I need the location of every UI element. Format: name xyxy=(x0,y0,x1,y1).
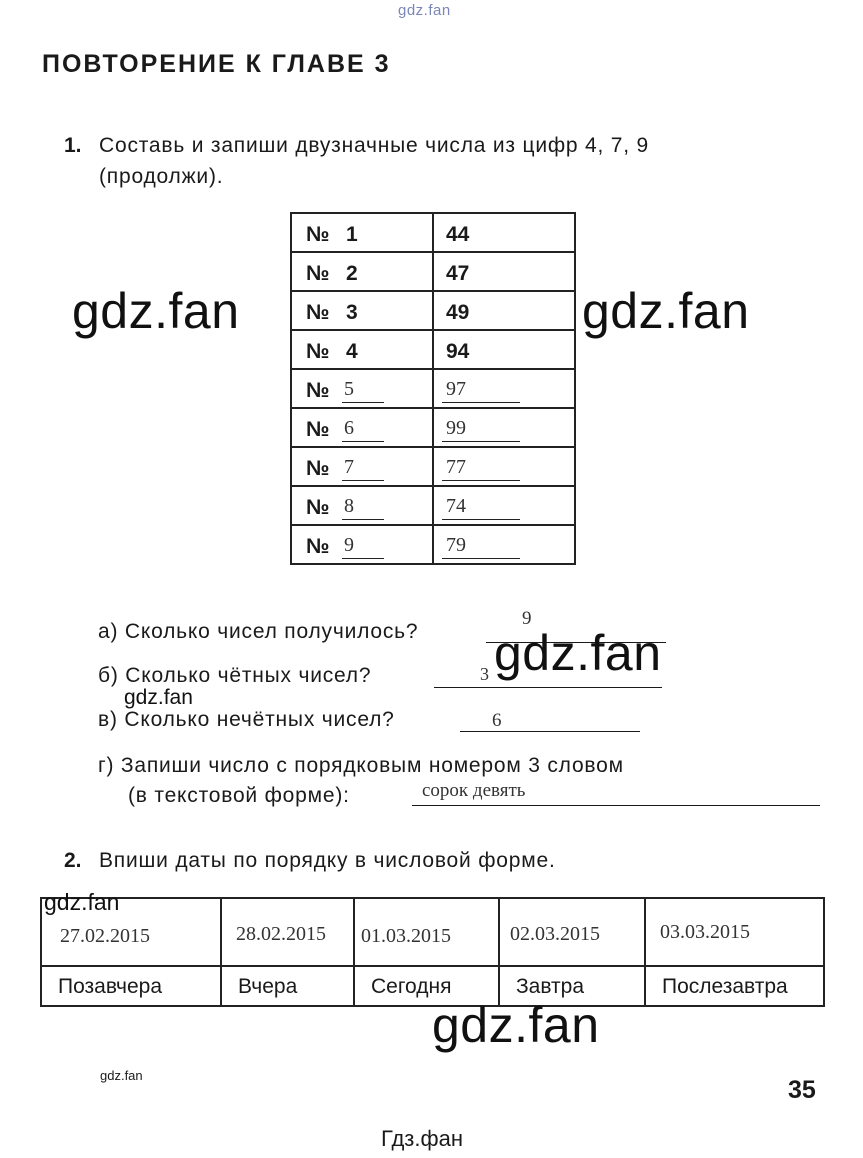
answer-line-b xyxy=(434,687,662,688)
date-cell-2 xyxy=(221,898,354,966)
number-value-cell xyxy=(433,330,575,369)
number-value-cell xyxy=(433,213,575,252)
page-title: ПОВТОРЕНИЕ К ГЛАВЕ 3 xyxy=(42,50,391,78)
footer-watermark: Гдз.фан xyxy=(381,1126,463,1151)
day-label-cell-5 xyxy=(645,966,824,1006)
day-label-cell-2 xyxy=(221,966,354,1006)
date-value-2: 28.02.2015 xyxy=(236,923,326,945)
row-number: 8 xyxy=(344,495,354,517)
number-value-cell xyxy=(433,486,575,525)
write-line xyxy=(442,558,520,559)
watermark-top: gdz.fan xyxy=(398,2,451,19)
watermark-bottom: gdz.fan xyxy=(432,997,600,1053)
write-line xyxy=(342,519,384,520)
write-line xyxy=(442,402,520,403)
row-number: 7 xyxy=(344,456,354,478)
watermark-left: gdz.fan xyxy=(72,283,240,339)
page-number: 35 xyxy=(788,1076,816,1104)
number-label-cell xyxy=(291,330,433,369)
task2-text: Впиши даты по порядку в числовой форме. xyxy=(99,849,556,872)
watermark-table: gdz.fan xyxy=(44,889,120,915)
number-row xyxy=(291,291,575,330)
number-sign: № xyxy=(306,418,330,441)
number-sign: № xyxy=(306,457,330,480)
number-value: 97 xyxy=(446,378,466,400)
number-value-cell xyxy=(433,252,575,291)
number-value: 79 xyxy=(446,534,466,556)
number-row xyxy=(291,213,575,252)
day-label-5: Послезавтра xyxy=(662,975,788,998)
task1-text-line2: (продолжи). xyxy=(99,165,224,188)
answer-line-v xyxy=(460,731,640,732)
write-line xyxy=(342,441,384,442)
row-number: 1 xyxy=(346,223,358,246)
numbers-table xyxy=(290,212,576,565)
number-value-cell xyxy=(433,447,575,486)
number-sign: № xyxy=(306,496,330,519)
number-value-cell xyxy=(433,291,575,330)
watermark-mid-small: gdz.fan xyxy=(124,686,193,709)
task2-number: 2. xyxy=(64,849,82,872)
day-label-1: Позавчера xyxy=(58,975,163,998)
date-cell-5 xyxy=(645,898,824,966)
write-line xyxy=(342,480,384,481)
number-value: 74 xyxy=(446,495,466,517)
watermark-mid: gdz.fan xyxy=(494,625,662,681)
number-label-cell xyxy=(291,486,433,525)
row-number: 4 xyxy=(346,340,358,363)
date-cell-3 xyxy=(354,898,499,966)
number-row xyxy=(291,447,575,486)
task1-number: 1. xyxy=(64,134,82,157)
number-row xyxy=(291,525,575,564)
row-number: 2 xyxy=(346,262,358,285)
number-sign: № xyxy=(306,262,330,285)
question-g-line2: (в текстовой форме): xyxy=(128,784,350,807)
day-label-4: Завтра xyxy=(516,975,585,998)
number-row xyxy=(291,408,575,447)
number-row xyxy=(291,369,575,408)
answer-g: сорок девять xyxy=(422,780,526,801)
number-label-cell xyxy=(291,447,433,486)
number-value: 47 xyxy=(446,262,470,285)
number-sign: № xyxy=(306,535,330,558)
question-a: а) Сколько чисел получилось? xyxy=(98,620,419,643)
write-line xyxy=(442,519,520,520)
number-value: 94 xyxy=(446,340,470,363)
answer-a: 9 xyxy=(522,608,532,629)
number-row xyxy=(291,252,575,291)
question-b: б) Сколько чётных чисел? xyxy=(98,664,372,687)
date-value-3: 01.03.2015 xyxy=(361,925,451,947)
day-label-cell-1 xyxy=(41,966,221,1006)
number-value-cell xyxy=(433,525,575,564)
write-line xyxy=(442,480,520,481)
number-row xyxy=(291,486,575,525)
question-g-line1: г) Запиши число с порядковым номером 3 словом xyxy=(98,754,624,777)
date-value-1: 27.02.2015 xyxy=(60,925,150,947)
number-value-cell xyxy=(433,408,575,447)
question-v: в) Сколько нечётных чисел? xyxy=(98,708,395,731)
number-value-cell xyxy=(433,369,575,408)
write-line xyxy=(442,441,520,442)
number-value: 44 xyxy=(446,223,470,246)
watermark-right: gdz.fan xyxy=(582,283,750,339)
number-value: 49 xyxy=(446,301,470,324)
task1-text-line1: Составь и запиши двузначные числа из цифр 4, 7, 9 xyxy=(99,134,650,157)
row-number: 3 xyxy=(346,301,358,324)
date-value-4: 02.03.2015 xyxy=(510,923,600,945)
number-sign: № xyxy=(306,223,330,246)
number-row xyxy=(291,330,575,369)
answer-b: 3 xyxy=(480,664,489,684)
row-number: 9 xyxy=(344,534,354,556)
number-label-cell xyxy=(291,291,433,330)
row-number: 6 xyxy=(344,417,354,439)
number-sign: № xyxy=(306,301,330,324)
dates-table xyxy=(40,897,825,1007)
answer-line-g xyxy=(412,805,820,806)
number-sign: № xyxy=(306,379,330,402)
number-label-cell xyxy=(291,408,433,447)
date-value-5: 03.03.2015 xyxy=(660,921,750,943)
date-cell-4 xyxy=(499,898,645,966)
number-value: 99 xyxy=(446,417,466,439)
number-sign: № xyxy=(306,340,330,363)
watermark-bottom-tiny: gdz.fan xyxy=(100,1068,143,1083)
row-number: 5 xyxy=(344,378,354,400)
number-value: 77 xyxy=(446,456,466,478)
answer-v: 6 xyxy=(492,710,502,731)
write-line xyxy=(342,402,384,403)
number-label-cell xyxy=(291,213,433,252)
day-label-2: Вчера xyxy=(238,975,298,998)
write-line xyxy=(342,558,384,559)
number-label-cell xyxy=(291,369,433,408)
number-label-cell xyxy=(291,252,433,291)
number-label-cell xyxy=(291,525,433,564)
day-label-3: Сегодня xyxy=(371,975,452,998)
